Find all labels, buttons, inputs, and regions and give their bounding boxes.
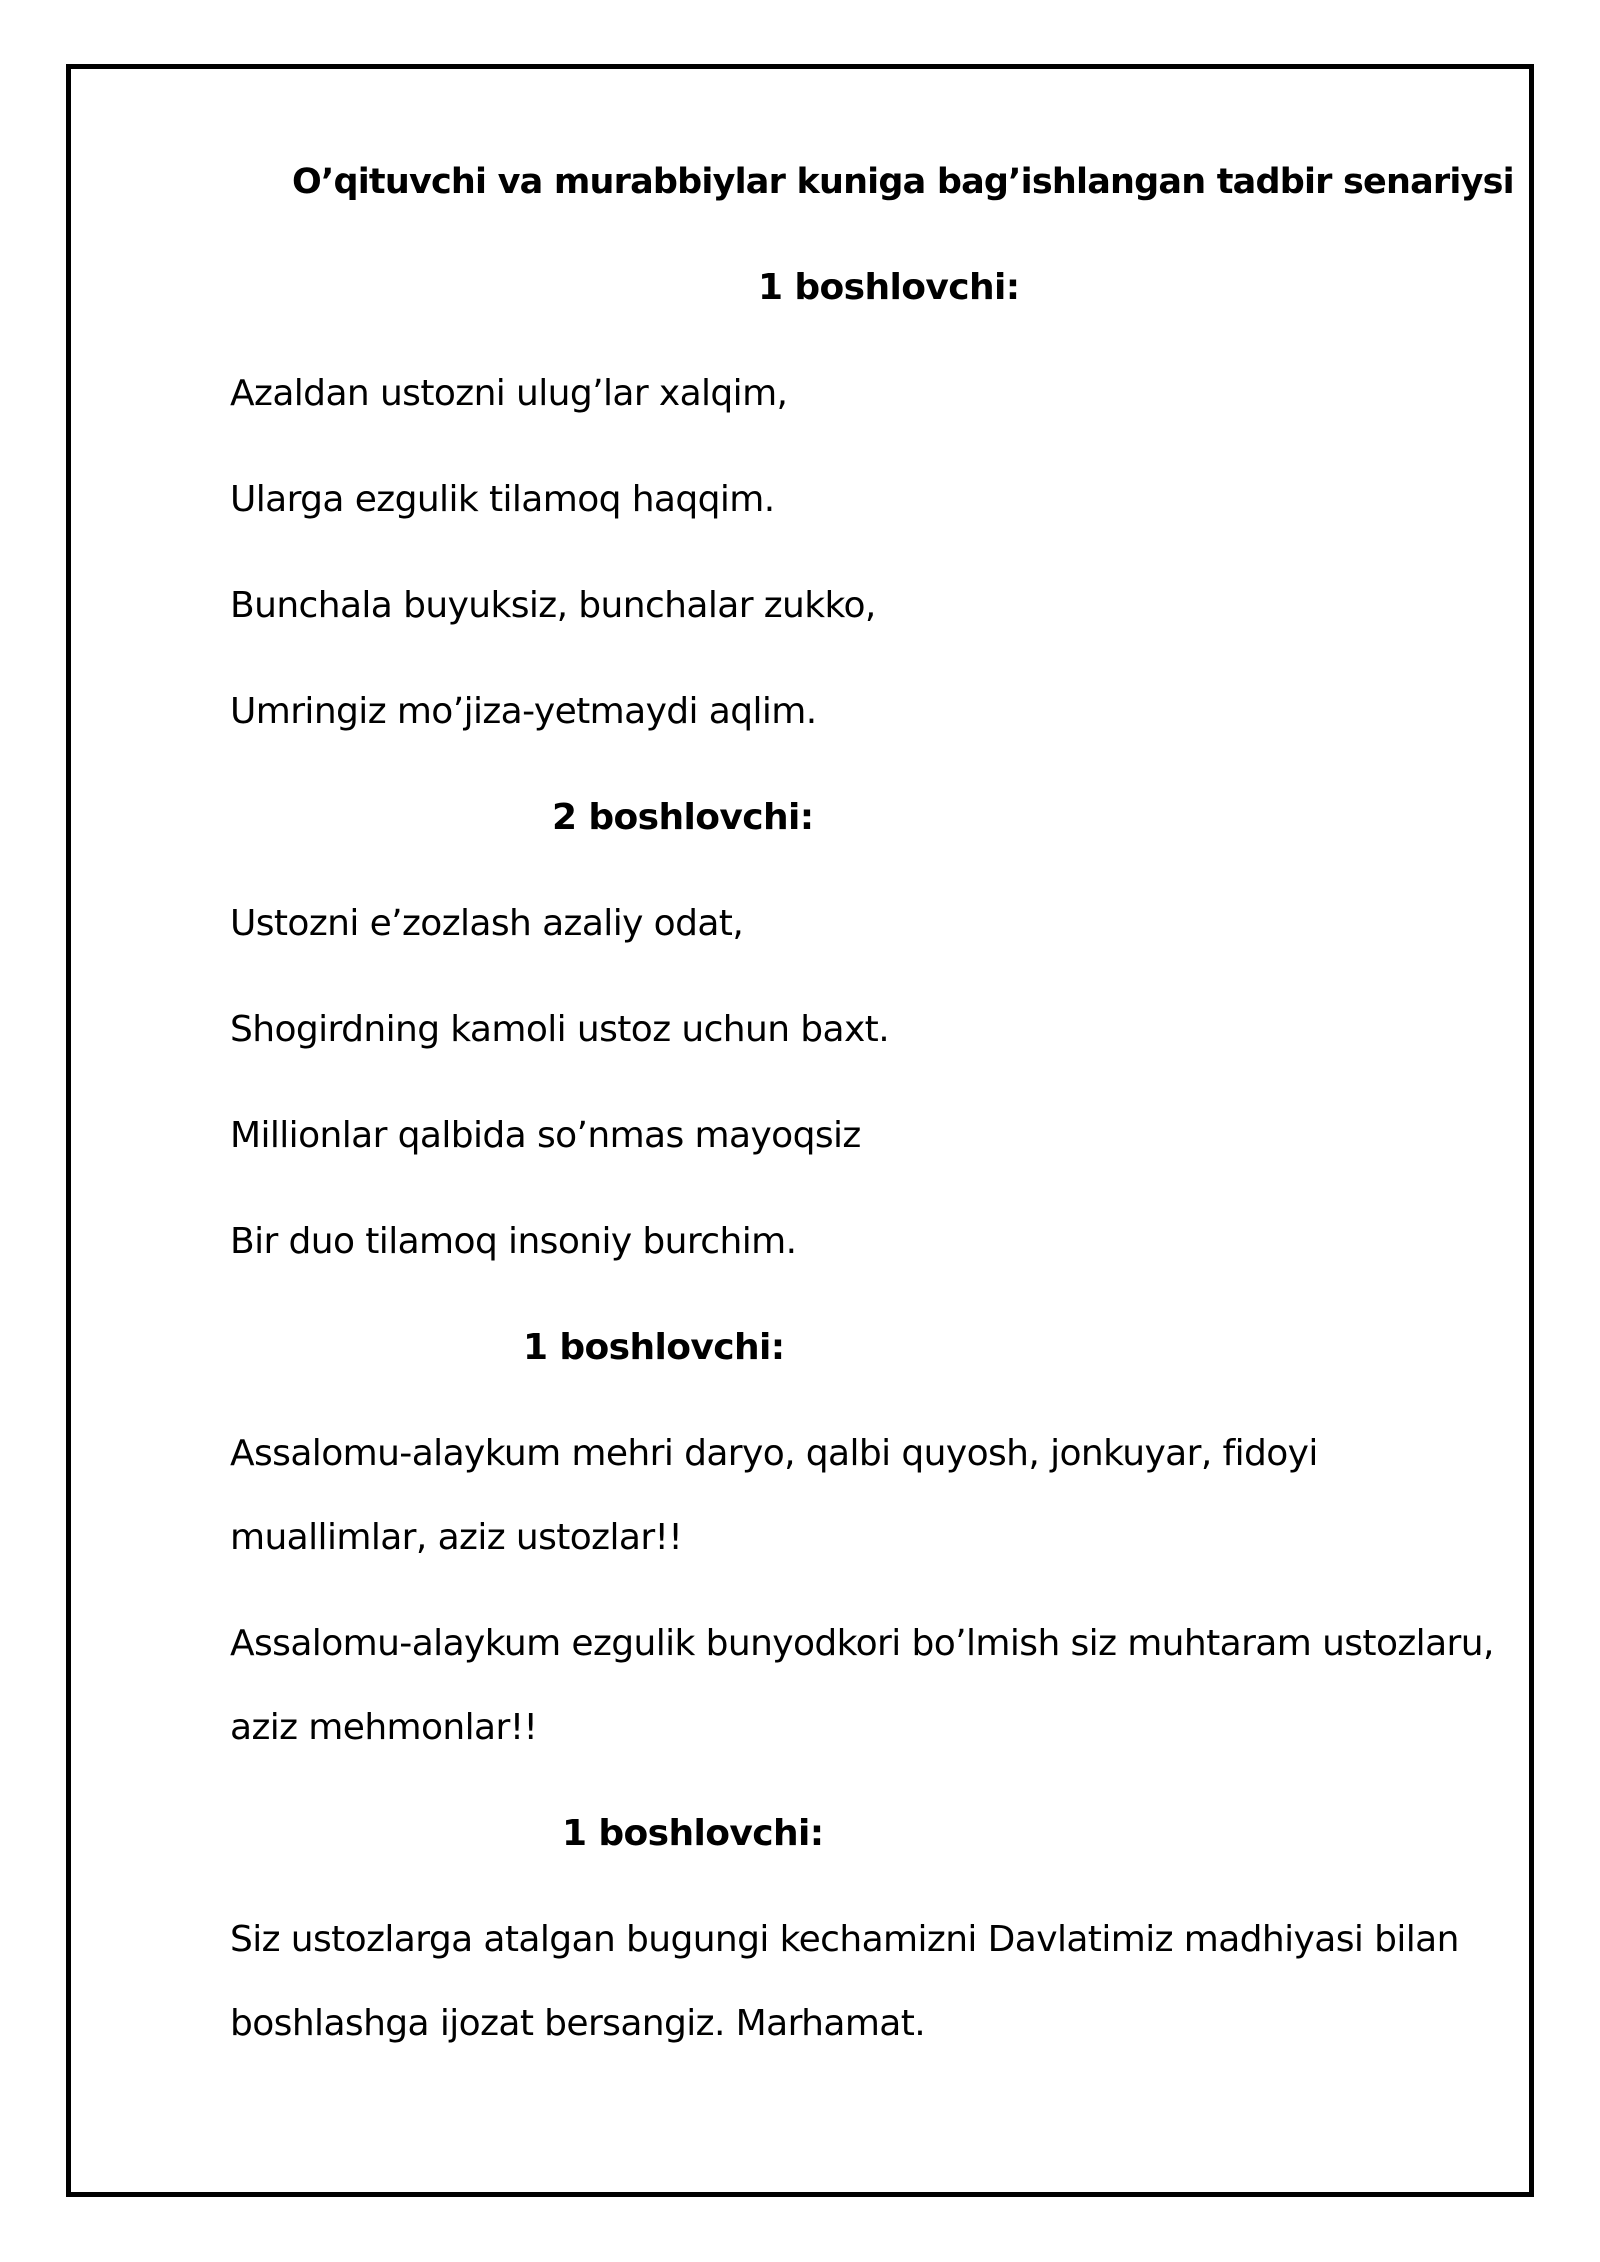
section-2-line-1: Ustozni e’zozlash azaliy odat,: [230, 903, 744, 944]
section-4-heading: 1 boshlovchi:: [562, 1813, 824, 1854]
section-1-line-4: Umringiz mo’jiza-yetmaydi aqlim.: [230, 691, 817, 732]
section-3-line-4: aziz mehmonlar!!: [230, 1707, 538, 1748]
section-2-line-3: Millionlar qalbida so’nmas mayoqsiz: [230, 1115, 861, 1156]
section-1-line-1: Azaldan ustozni ulug’lar xalqim,: [230, 373, 788, 414]
section-3-line-3: Assalomu-alaykum ezgulik bunyodkori bo’lmish siz muhtaram ustozlaru,: [230, 1623, 1494, 1664]
section-1-line-3: Bunchala buyuksiz, bunchalar zukko,: [230, 585, 876, 626]
section-2-heading: 2 boshlovchi:: [552, 797, 814, 838]
section-3-line-1: Assalomu-alaykum mehri daryo, qalbi quyosh, jonkuyar, fidoyi: [230, 1433, 1318, 1474]
section-2-line-2: Shogirdning kamoli ustoz uchun baxt.: [230, 1009, 890, 1050]
document-title: O’qituvchi va murabbiylar kuniga bag’ishlangan tadbir senariysi: [292, 162, 1514, 202]
section-2-line-4: Bir duo tilamoq insoniy burchim.: [230, 1221, 797, 1262]
section-4-line-2: boshlashga ijozat bersangiz. Marhamat.: [230, 2003, 926, 2044]
section-3-heading: 1 boshlovchi:: [523, 1327, 785, 1368]
section-1-line-2: Ularga ezgulik tilamoq haqqim.: [230, 479, 775, 520]
section-4-line-1: Siz ustozlarga atalgan bugungi kechamizni Davlatimiz madhiyasi bilan: [230, 1919, 1459, 1960]
section-1-heading: 1 boshlovchi:: [758, 267, 1020, 308]
section-3-line-2: muallimlar, aziz ustozlar!!: [230, 1517, 683, 1558]
